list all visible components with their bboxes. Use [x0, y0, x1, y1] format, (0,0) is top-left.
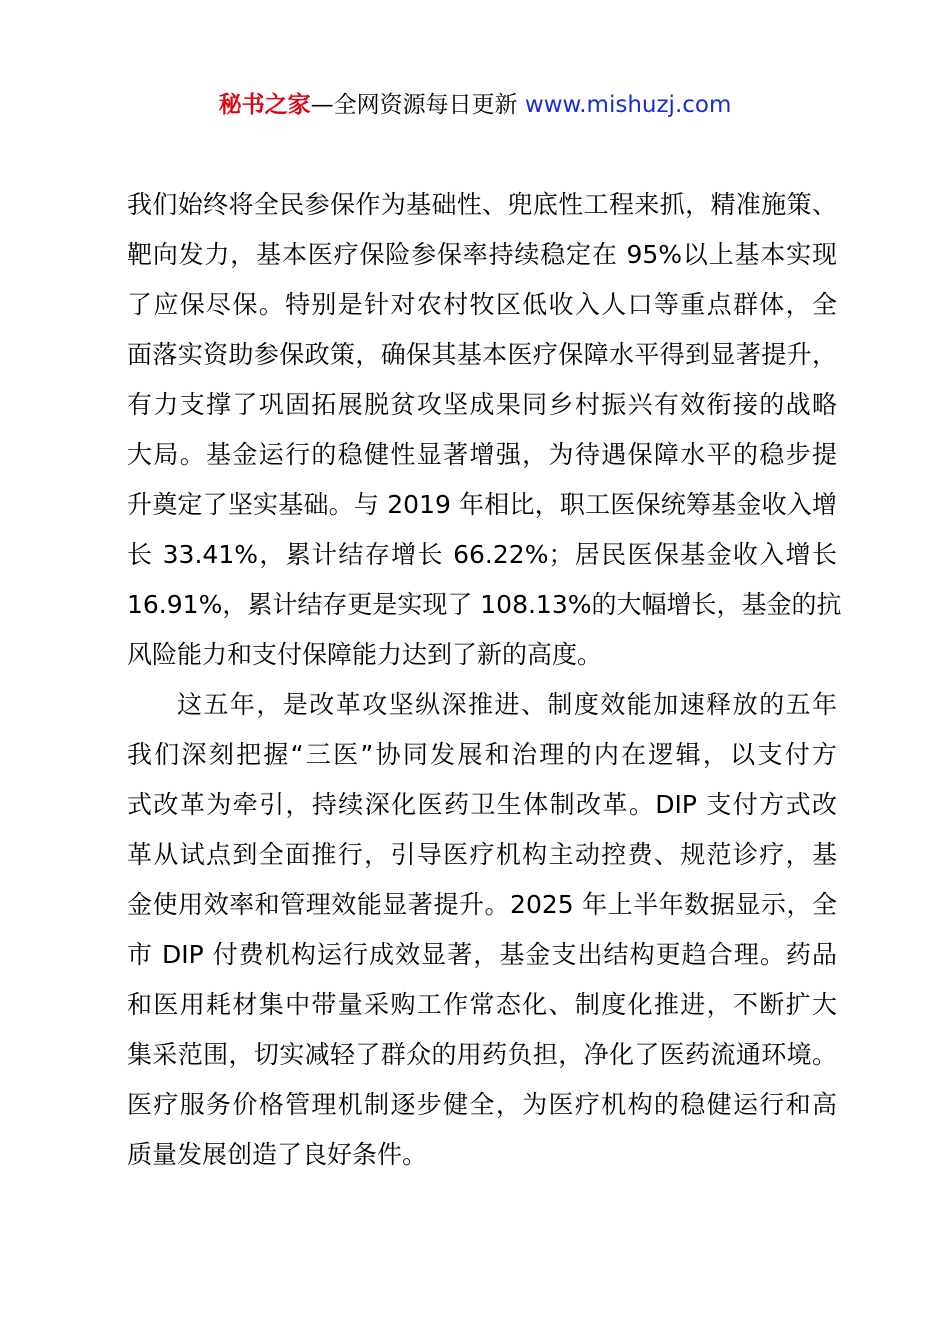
text-line: 了应保尽保。特别是针对农村牧区低收入人口等重点群体，全 [127, 290, 837, 319]
text-line: 风险能力和支付保障能力达到了新的高度。 [127, 640, 603, 669]
text-line: 金使用效率和管理效能显著提升。2025 年上半年数据显示，全 [127, 890, 837, 919]
text-line: 式改革为牵引，持续深化医药卫生体制改革。DIP 支付方式改 [127, 790, 837, 819]
text-line: 我们始终将全民参保作为基础性、兜底性工程来抓，精准施策、 [127, 190, 837, 219]
page-header [0, 88, 950, 122]
text-line: 大局。基金运行的稳健性显著增强，为待遇保障水平的稳步提 [127, 440, 837, 469]
paragraph-2 [127, 680, 837, 1180]
brand-name: 秘书之家 [218, 92, 311, 118]
text-line: 升奠定了坚实基础。与 2019 年相比，职工医保统筹基金收入增 [127, 490, 837, 519]
text-line: 面落实资助参保政策，确保其基本医疗保障水平得到显著提升， [127, 340, 837, 369]
text-line: 16.91%，累计结存更是实现了 108.13%的大幅增长，基金的抗 [127, 590, 842, 619]
text-line: 质量发展创造了良好条件。 [127, 1140, 428, 1169]
text-line: 这五年，是改革攻坚纵深推进、制度效能加速释放的五年 [177, 690, 837, 719]
text-line: 市 DIP 付费机构运行成效显著，基金支出结构更趋合理。药品 [127, 940, 837, 969]
text-line: 靶向发力，基本医疗保险参保率持续稳定在 95%以上基本实现 [127, 240, 837, 269]
text-line: 医疗服务价格管理机制逐步健全，为医疗机构的稳健运行和高 [127, 1090, 837, 1119]
text-line: 集采范围，切实减轻了群众的用药负担，净化了医药流通环境。 [127, 1040, 837, 1069]
text-line: 我们深刻把握“三医”协同发展和治理的内在逻辑，以支付方 [127, 740, 837, 769]
text-line: 革从试点到全面推行，引导医疗机构主动控费、规范诊疗，基 [127, 840, 837, 869]
website-link[interactable]: www.mishuzj.com [524, 92, 732, 118]
text-line: 有力支撑了巩固拓展脱贫攻坚成果同乡村振兴有效衔接的战略 [127, 390, 837, 419]
paragraph-1 [127, 180, 842, 680]
text-line: 和医用耗材集中带量采购工作常态化、制度化推进，不断扩大 [127, 990, 837, 1019]
document-body [127, 180, 842, 1180]
text-line: 长 33.41%，累计结存增长 66.22%；居民医保基金收入增长 [127, 540, 837, 569]
header-tagline: —全网资源每日更新 [310, 92, 525, 118]
